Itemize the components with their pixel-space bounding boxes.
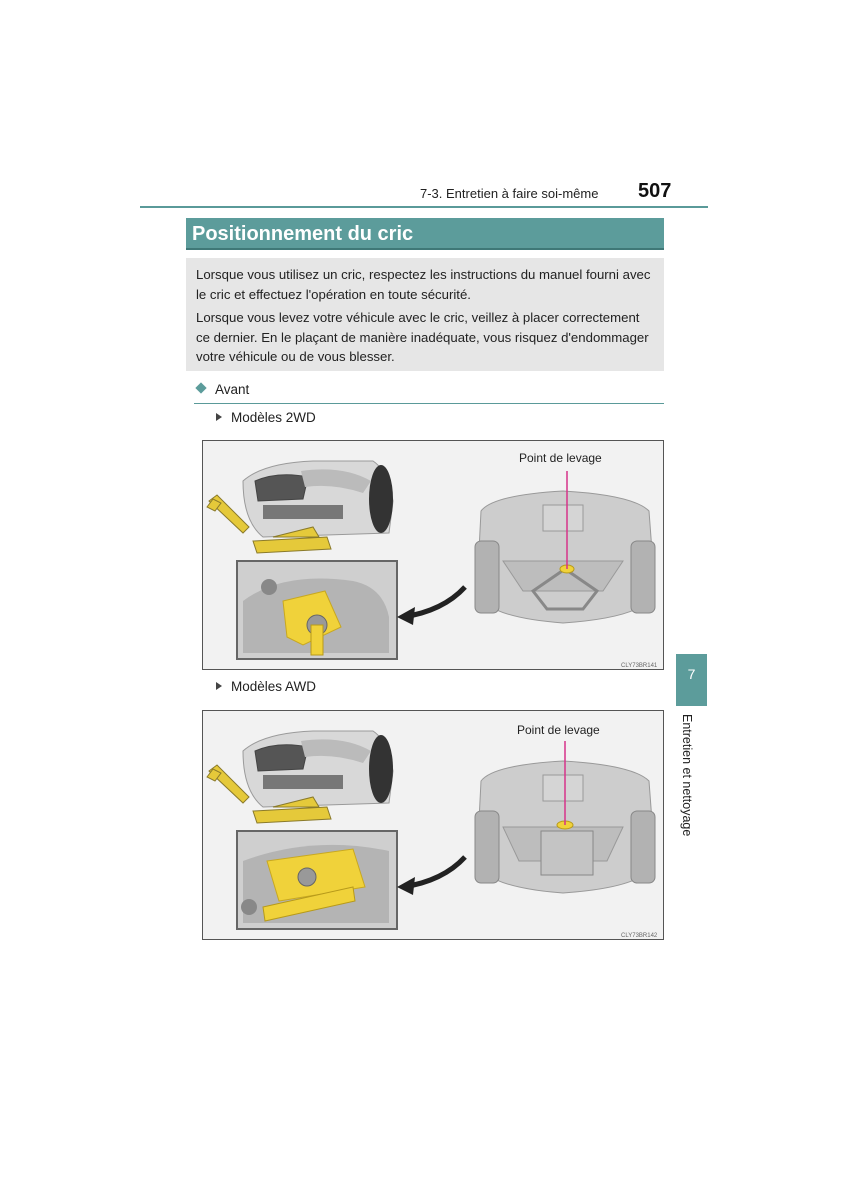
chapter-title-vertical: Entretien et nettoyage [680,714,694,837]
figure-awd [202,710,664,940]
info-paragraph-2: Lorsque vous levez votre véhicule avec le cric, veillez à placer correctement ce dernier. En le plaçant de manière inadéquate, vous risquez d'endommager votre véhicule ou de vous blesser. [196,310,649,364]
figure-code-2wd: CLY73BR141 [621,663,658,669]
section-label: Avant [215,382,250,397]
chapter-tab: 7 [676,654,707,706]
lifting-point-label: Point de levage [517,723,600,737]
page-title: Positionnement du cric [186,218,664,250]
subsection-heading-2wd [216,410,316,425]
page-number: 507 [638,180,672,202]
subsection-label: Modèles AWD [231,679,317,694]
triangle-bullet-icon [216,682,222,690]
info-paragraph-1: Lorsque vous utilisez un cric, respectez les instructions du manuel fourni avec le cric et effectuez l'opération en toute sécurité. [196,267,651,302]
figure-code-awd: CLY73BR142 [621,933,658,939]
diamond-bullet-icon [195,382,206,393]
triangle-bullet-icon [216,413,222,421]
lifting-point-label: Point de levage [519,451,602,465]
figure-awd-illustration [203,711,664,940]
info-box [186,258,664,371]
subsection-heading-awd [216,679,316,694]
subsection-label: Modèles 2WD [231,410,316,425]
section-heading [194,381,664,404]
header-rule [140,206,708,208]
running-header-section: 7-3. Entretien à faire soi-même [420,186,599,201]
figure-2wd [202,440,664,670]
figure-2wd-illustration [203,441,664,670]
